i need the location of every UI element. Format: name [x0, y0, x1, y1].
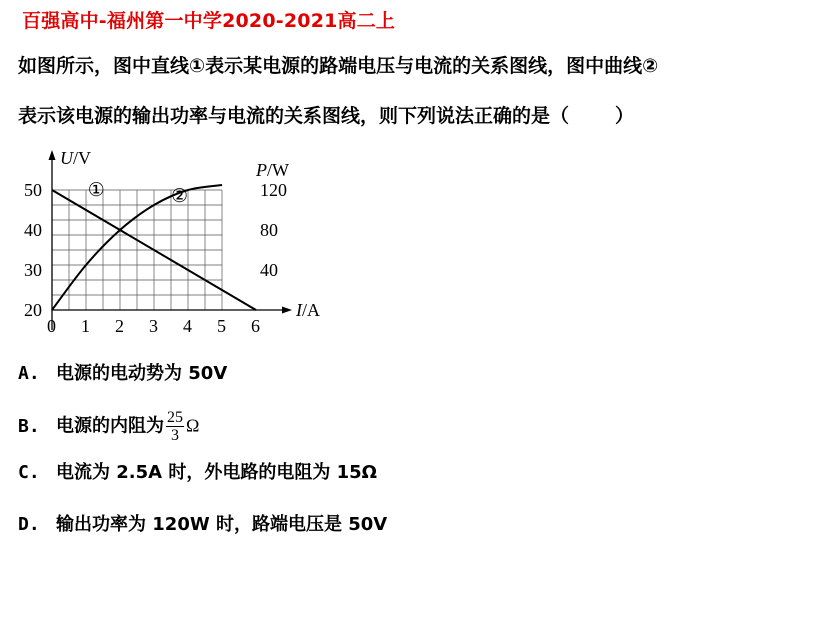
y-left-tick-label-40: 40: [24, 220, 42, 240]
option-c-text: 电流为 2.5A 时，外电路的电阻为 15Ω: [56, 462, 377, 483]
option-d[interactable]: [18, 510, 387, 536]
option-a[interactable]: [18, 359, 227, 385]
x-tick-label-5: 5: [217, 316, 226, 336]
option-d-text: 输出功率为 120W 时，路端电压是 50V: [56, 514, 388, 535]
fraction-denominator: 3: [171, 427, 179, 444]
y-right-tick-label-40: 40: [260, 260, 278, 280]
y-left-axis-label: U/V: [60, 148, 91, 168]
y-left-tick-label-30: 30: [24, 260, 42, 280]
y-left-tick-label-20: 20: [24, 300, 42, 320]
x-tick-label-1: 1: [81, 316, 90, 336]
x-tick-label-2: 2: [115, 316, 124, 336]
x-tick-label-0: 0: [47, 316, 56, 336]
x-tick-label-4: 4: [183, 316, 192, 336]
option-c[interactable]: [18, 458, 377, 484]
fraction-numerator: 25: [167, 409, 183, 426]
y-left-tick-label-50: 50: [24, 180, 42, 200]
option-c-letter: C.: [18, 462, 40, 483]
ohm-unit: Ω: [186, 415, 200, 436]
paren-close: ）: [615, 105, 635, 127]
y-right-tick-label-120: 120: [260, 180, 287, 200]
series-1-marker: ①: [87, 180, 105, 201]
resistance-fraction: [166, 409, 184, 444]
grid: [52, 190, 222, 310]
series-2-marker: ②: [171, 186, 189, 207]
question-line-2-text: 表示该电源的输出功率与电流的关系图线，则下列说法正确的是（: [18, 105, 570, 127]
option-a-letter: A.: [18, 363, 40, 384]
y-axis-arrow: [49, 150, 56, 160]
x-axis-label: I/A: [296, 300, 320, 320]
option-d-letter: D.: [18, 514, 40, 535]
option-b-text: 电源的内阻为: [56, 415, 164, 437]
y-right-axis-label: P/W: [256, 160, 289, 180]
y-right-tick-label-80: 80: [260, 220, 278, 240]
x-tick-label-6: 6: [251, 316, 260, 336]
option-b[interactable]: [18, 409, 199, 444]
uip-graph: [0, 140, 340, 340]
x-tick-label-3: 3: [149, 316, 158, 336]
option-b-letter: B.: [18, 415, 40, 437]
source-header: 百强高中-福州第一中学2020-2021高二上: [22, 10, 396, 32]
option-a-text: 电源的电动势为 50V: [56, 363, 228, 384]
x-axis-arrow: [282, 307, 292, 314]
question-line-2: [18, 101, 634, 128]
question-line-1: 如图所示，图中直线①表示某电源的路端电压与电流的关系图线，图中曲线②: [18, 55, 659, 77]
